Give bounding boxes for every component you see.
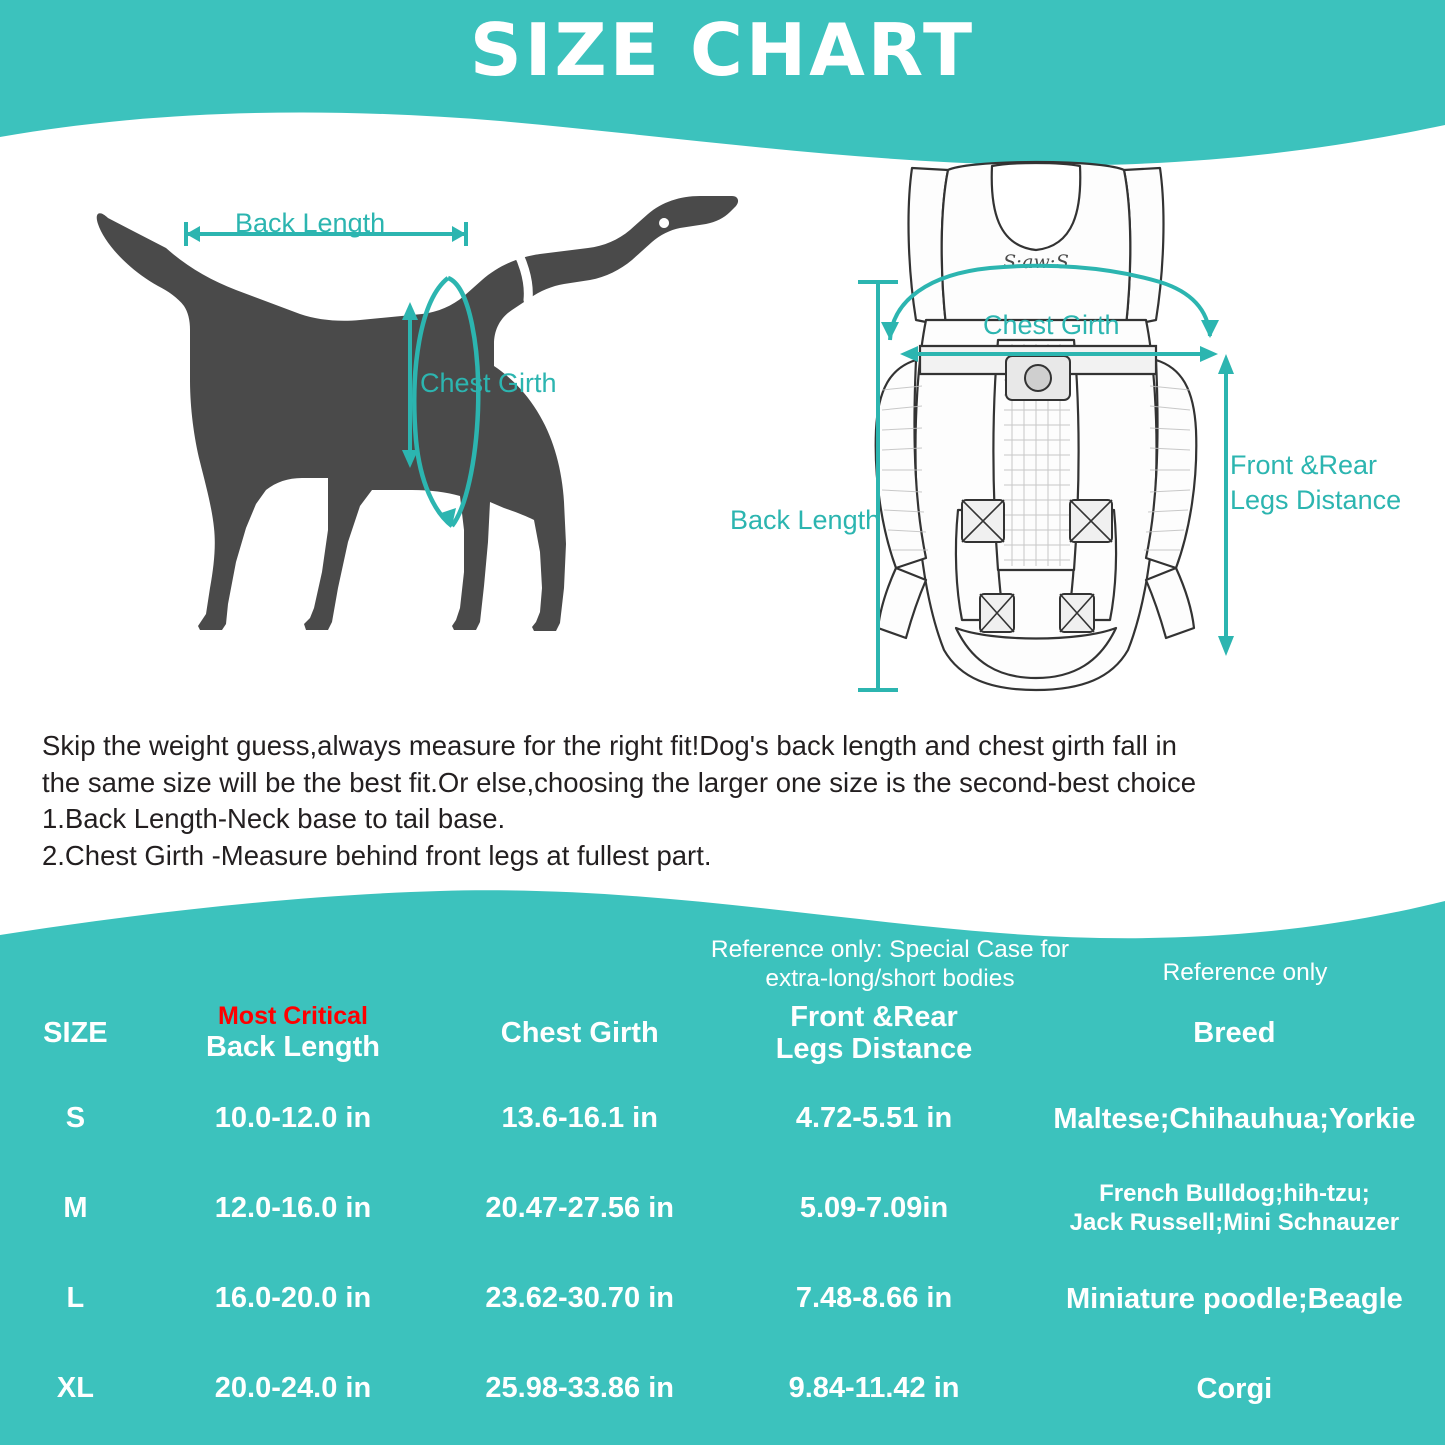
cell-size: XL — [56, 1372, 94, 1405]
cell-legs-distance: 5.09-7.09in — [799, 1192, 949, 1225]
header-legs-distance-line1: Front &Rear — [790, 1001, 958, 1033]
table-row — [0, 1254, 1445, 1344]
cell-chest-girth: 23.62-30.70 in — [485, 1282, 675, 1315]
table-notes — [0, 935, 1445, 995]
cell-breed-line2: Jack Russell;Mini Schnauzer — [1069, 1208, 1400, 1236]
cell-back-length: 20.0-24.0 in — [214, 1372, 372, 1405]
cell-breed-line1: Corgi — [1196, 1372, 1273, 1405]
cell-chest-girth: 20.47-27.56 in — [485, 1192, 675, 1225]
cell-breed — [1024, 1344, 1445, 1434]
instruction-line-3: 1.Back Length-Neck base to tail base. — [42, 803, 506, 835]
instruction-line-2: the same size will be the best fit.Or else,choosing the larger one size is the second-best choice — [42, 766, 1197, 798]
cell-breed — [1024, 1164, 1445, 1254]
header-back-length — [151, 1000, 435, 1074]
cell-size: L — [66, 1282, 85, 1315]
table-row — [0, 1344, 1445, 1434]
dog-chest-girth-label: Chest Girth — [420, 368, 557, 398]
size-table — [0, 1000, 1445, 1434]
carrier-measurement-diagram — [730, 150, 1440, 730]
cell-breed-line1: Maltese;Chihauhua;Yorkie — [1053, 1102, 1416, 1135]
table-row — [0, 1074, 1445, 1164]
cell-breed-line1: French Bulldog;hih-tzu; — [1099, 1180, 1370, 1208]
header-most-critical-tag: Most Critical — [217, 1002, 368, 1031]
header-breed: Breed — [1193, 1017, 1276, 1050]
header-back-length-label: Back Length — [205, 1030, 380, 1063]
header-legs-distance-line2: Legs Distance — [775, 1033, 973, 1066]
instruction-line-1: Skip the weight guess,always measure for the right fit!Dog's back length and chest girth fall in — [42, 730, 1177, 761]
table-row — [0, 1164, 1445, 1254]
illustration-area — [0, 150, 1445, 730]
page-title: SIZE CHART — [469, 8, 976, 92]
cell-chest-girth: 25.98-33.86 in — [485, 1372, 675, 1405]
header-size: SIZE — [43, 1017, 108, 1050]
cell-size: S — [65, 1102, 86, 1135]
cell-legs-distance: 4.72-5.51 in — [795, 1102, 953, 1135]
size-table-panel — [0, 880, 1445, 1445]
dog-measurement-diagram — [60, 190, 760, 710]
cell-breed — [1024, 1074, 1445, 1164]
cell-back-length: 16.0-20.0 in — [214, 1282, 372, 1315]
cell-legs-distance: 7.48-8.66 in — [795, 1282, 953, 1315]
cell-size: M — [63, 1192, 88, 1225]
carrier-back-length-label: Back Length — [730, 505, 881, 535]
special-case-note-line2: extra-long/short bodies — [765, 965, 1015, 993]
dog-carrier-backpack-icon — [740, 150, 1440, 730]
cell-breed-line1: Miniature poodle;Beagle — [1066, 1282, 1403, 1315]
table-header-row — [0, 1000, 1445, 1074]
carrier-chest-girth-label: Chest Girth — [983, 310, 1120, 340]
dog-measurement-arrows — [60, 190, 760, 710]
header-legs-distance — [724, 1000, 1024, 1074]
special-case-note — [690, 935, 1090, 994]
header-chest-girth: Chest Girth — [500, 1017, 659, 1050]
svg-text:S·aw·S: S·aw·S — [1003, 251, 1069, 273]
instruction-line-4: 2.Chest Girth -Measure behind front legs at fullest part. — [42, 839, 712, 871]
cell-back-length: 10.0-12.0 in — [214, 1102, 372, 1135]
cell-chest-girth: 13.6-16.1 in — [501, 1102, 658, 1135]
reference-only-note: Reference only — [1162, 959, 1328, 986]
carrier-legs-distance-label-line2: Legs Distance — [1230, 485, 1402, 515]
dog-back-length-label: Back Length — [235, 208, 386, 238]
cell-legs-distance: 9.84-11.42 in — [788, 1372, 960, 1405]
carrier-legs-distance-label-line1: Front &Rear — [1230, 450, 1378, 480]
cell-breed — [1024, 1254, 1445, 1344]
measuring-instructions — [42, 728, 1402, 874]
special-case-note-line1: Reference only: Special Case for — [710, 936, 1070, 963]
cell-back-length: 12.0-16.0 in — [214, 1192, 372, 1225]
